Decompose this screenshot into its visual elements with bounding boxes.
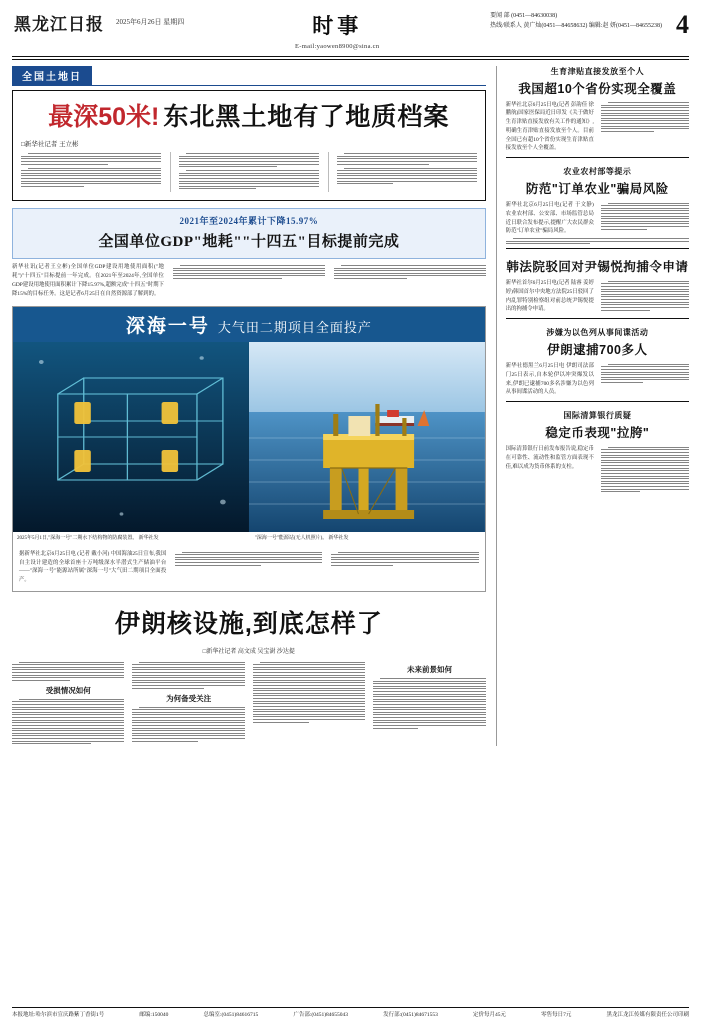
birth-subsidy-kicker: 生育津贴直接发放至个人 bbox=[550, 66, 645, 76]
masthead-rule bbox=[12, 56, 689, 57]
story3-col-2 bbox=[132, 660, 244, 746]
story3-col-3-text bbox=[253, 662, 365, 723]
story1-col-1-text bbox=[21, 153, 161, 187]
gdp-col-1 bbox=[12, 263, 164, 298]
order-agri-kicker: 农业农村部等提示 bbox=[563, 167, 632, 176]
page-number: 4 bbox=[676, 10, 689, 39]
contact-block bbox=[490, 11, 662, 31]
feature-title-bar bbox=[13, 307, 485, 342]
order-agri-text-2 bbox=[601, 203, 689, 230]
gdp-col-3 bbox=[334, 263, 486, 298]
footer-info-row bbox=[12, 1010, 689, 1018]
story3-byline: □新华社记者 高文成 吴宝澍 沙达提 bbox=[202, 648, 295, 655]
iran-arrests-kicker: 涉嫌为以色列从事间谍活动 bbox=[546, 328, 649, 338]
feature-title-main: 深海一号 bbox=[125, 316, 210, 338]
story1-headline-black: 东北黑土地有了地质档案 bbox=[163, 102, 450, 131]
photo-energy-station bbox=[249, 342, 485, 532]
page-footer bbox=[12, 1007, 689, 1018]
feature-col-2 bbox=[175, 550, 322, 585]
right-column bbox=[496, 66, 689, 746]
feature-col-3 bbox=[331, 550, 478, 585]
order-agri-col-2 bbox=[601, 201, 689, 236]
masthead bbox=[0, 0, 701, 54]
birth-subsidy-columns bbox=[506, 101, 689, 154]
story1-headline-red: 最深50米! bbox=[48, 102, 160, 131]
stablecoin-kicker: 国际清算银行质疑 bbox=[563, 411, 632, 421]
birth-subsidy-text: 新华社北京6月25日电(记者 彭韵佳 徐鹏航)国家医保局近日印发《关于做好生育津贴直接发放有关工作的通知》,明确生育津贴直接发放至个人。目前全国已有超10个省份实现生育津贴直接发放至个人全覆盖。 bbox=[505, 101, 594, 152]
story-land-day bbox=[12, 90, 486, 202]
iran-arrests-title: 伊朗逮捕700多人 bbox=[547, 343, 648, 358]
story-birth-subsidy bbox=[506, 66, 689, 159]
feature-title-sub: 大气田二期项目全面投产 bbox=[217, 320, 372, 336]
iran-arrests-text-2 bbox=[601, 364, 689, 383]
story3-col-2-text bbox=[132, 662, 244, 689]
story3-subhead-3: 未来前景如何 bbox=[406, 664, 452, 674]
left-column bbox=[12, 66, 486, 746]
gdp-columns bbox=[12, 263, 486, 298]
feature-col-1 bbox=[19, 550, 166, 585]
section-tag: 全国土地日 bbox=[12, 66, 92, 85]
story3-col-4-text bbox=[373, 678, 485, 729]
rule-after-korea-court bbox=[506, 318, 689, 319]
photo-right-caption: "深海一号"能源站(无人机照片)。 新华社发 bbox=[254, 536, 349, 542]
issue-date: 2025年6月26日 星期四 bbox=[116, 18, 185, 26]
feature-photos bbox=[13, 342, 485, 532]
story1-col-2 bbox=[170, 152, 319, 193]
story1-col-1 bbox=[21, 152, 161, 193]
page-body bbox=[0, 60, 701, 746]
stablecoin-columns bbox=[506, 445, 689, 494]
story-gdp-landuse bbox=[12, 208, 486, 259]
gdp-headline: 全国单位GDP"地耗""十四五"目标提前完成 bbox=[98, 234, 400, 251]
contact-line-1: 要闻 部 (0451—84630038) bbox=[490, 13, 558, 19]
feature-col-3-text bbox=[331, 552, 478, 566]
story3-col-1-text-b bbox=[12, 699, 124, 744]
story1-col-2-text bbox=[179, 153, 319, 189]
iran-arrests-text: 新华社德黑兰6月25日电 伊朗司法部门25日表示,自本轮伊以冲突爆发以来,伊朗已逮捕700多名涉嫌为以色列从事间谍活动的人员。 bbox=[505, 363, 594, 396]
footer-ads: 广告部:(0451)84655043 bbox=[293, 1012, 349, 1018]
gdp-col-2-text bbox=[173, 265, 325, 279]
story-iran-arrests bbox=[506, 327, 689, 402]
footer-address: 本报地址:哈尔滨市宣庆路紫丁香街1号 bbox=[12, 1012, 105, 1018]
story3-col-2-text-b bbox=[132, 707, 244, 742]
story3-col-1-text bbox=[12, 662, 124, 681]
gdp-subhead: 2021年至2024年累计下降15.97% bbox=[179, 216, 319, 227]
story1-headline bbox=[21, 97, 477, 133]
korea-court-text-2 bbox=[601, 281, 689, 311]
photo-left-caption: 2025年5月1日,"深海一号"二期水下结构物的防腐装置。 新华社发 bbox=[17, 536, 159, 542]
feature-col-2-text bbox=[175, 552, 322, 566]
section-tag-row bbox=[12, 66, 486, 86]
story1-col-3 bbox=[328, 152, 477, 193]
korea-court-col-1 bbox=[506, 279, 594, 314]
stablecoin-col-2 bbox=[601, 445, 689, 494]
story3-subhead-2: 为何备受关注 bbox=[166, 693, 212, 703]
footer-publisher: 黑龙江龙江传媒有限责任公司印刷 bbox=[606, 1012, 689, 1018]
korea-court-title: 韩法院驳回对尹锡悦拘捕令申请 bbox=[506, 260, 689, 275]
rule-after-order-agri bbox=[506, 248, 689, 249]
feature-body-columns bbox=[13, 550, 485, 591]
rule-after-iran-arrests bbox=[506, 401, 689, 402]
stablecoin-text-2 bbox=[601, 447, 689, 492]
feature-deepsea bbox=[12, 306, 486, 592]
gdp-col-3-text bbox=[334, 265, 486, 279]
stablecoin-title: 稳定币表现"拉胯" bbox=[545, 426, 650, 441]
birth-subsidy-col-1 bbox=[506, 101, 594, 154]
story-stablecoin bbox=[506, 410, 689, 494]
order-agri-title: 防范"订单农业"骗局风险 bbox=[525, 182, 669, 196]
story-order-agriculture bbox=[506, 166, 689, 249]
story-korea-court bbox=[506, 257, 689, 319]
iran-arrests-col-2 bbox=[601, 362, 689, 397]
footer-switchboard: 总编室:(0451)84616715 bbox=[203, 1012, 259, 1018]
gdp-col-1-text: 新华社讯(记者王立彬)全国单位GDP建设用地使用面积("地耗")"十四五"目标提前一年完成。在2021年至2024年,全国单位GDP建设用地使用面积累计下降15.97%,超额完成"十四五"时期下降15%的目标任务。这是记者6月25日在自然资源部了解到的。 bbox=[12, 264, 164, 297]
order-agri-columns bbox=[506, 201, 689, 236]
story3-headline: 伊朗核设施,到底怎样了 bbox=[114, 609, 383, 638]
section-email: E-mail:yaowen8900@sina.cn bbox=[294, 43, 380, 50]
story3-col-4 bbox=[373, 660, 485, 746]
story3-col-3 bbox=[253, 660, 365, 746]
order-agri-text: 新华社北京6月25日电(记者 于文静)农业农村部、公安部、市场监管总局近日联合发布提示,提醒广大农民群众防范"订单农业"骗局风险。 bbox=[505, 202, 594, 235]
iran-arrests-columns bbox=[506, 362, 689, 397]
korea-court-columns bbox=[506, 279, 689, 314]
rule-after-birth-subsidy bbox=[506, 157, 689, 158]
photo-subsea-structure bbox=[13, 342, 249, 532]
footer-price-single: 零售每日7元 bbox=[541, 1012, 572, 1018]
story1-columns bbox=[21, 152, 477, 193]
stablecoin-text: 国际清算银行日前发布报告说,稳定币在可靠性、流动性和监管方面表现不佳,难以成为货币体系的支柱。 bbox=[505, 446, 594, 470]
section-header bbox=[184, 10, 490, 50]
footer-price-month: 定价每月45元 bbox=[472, 1012, 506, 1018]
order-agri-col-1 bbox=[506, 201, 594, 236]
story3-columns bbox=[12, 660, 486, 746]
korea-court-text: 新华社首尔6月25日电(记者 陆睿 姜婷婷)韩国首尔中央地方法院25日驳回了内乱罪特别检察组对前总统尹锡悦提出的拘捕令申请。 bbox=[505, 280, 594, 313]
order-agri-text-3 bbox=[506, 238, 689, 244]
birth-subsidy-col-2 bbox=[601, 101, 689, 154]
footer-postcode: 邮编:150040 bbox=[139, 1012, 169, 1018]
paper-nameplate: 黑龙江日报 bbox=[14, 15, 104, 34]
feature-col-1-text: 据新华社北京6月25日电 (记者 戴小河) 中国海油25日宣布,我国自主设计建造的全球首座十万吨级深水半潜式生产储油平台——"深海一号"能源站所属"深海一号"大气田二期项目全面投产。 bbox=[19, 550, 167, 584]
story3-col-1 bbox=[12, 660, 124, 746]
story1-byline: □新华社记者 王立彬 bbox=[21, 140, 79, 148]
footer-rule bbox=[12, 1007, 689, 1008]
story3-subhead-1: 受损情况如何 bbox=[45, 685, 91, 695]
birth-subsidy-title: 我国超10个省份实现全覆盖 bbox=[518, 81, 677, 96]
gdp-col-2 bbox=[173, 263, 325, 298]
korea-court-col-2 bbox=[601, 279, 689, 314]
section-title: 时事 bbox=[312, 14, 363, 38]
birth-subsidy-text-2 bbox=[601, 102, 689, 132]
stablecoin-col-1 bbox=[506, 445, 594, 494]
contact-line-2: 热线/联系人 黄广灿(0451—84658632) 编辑:赵 妍(0451—84655238) bbox=[490, 23, 662, 30]
footer-distribution: 发行部:(0451)84671553 bbox=[383, 1012, 438, 1018]
iran-arrests-col-1 bbox=[506, 362, 594, 397]
story1-col-3-text bbox=[337, 153, 477, 184]
